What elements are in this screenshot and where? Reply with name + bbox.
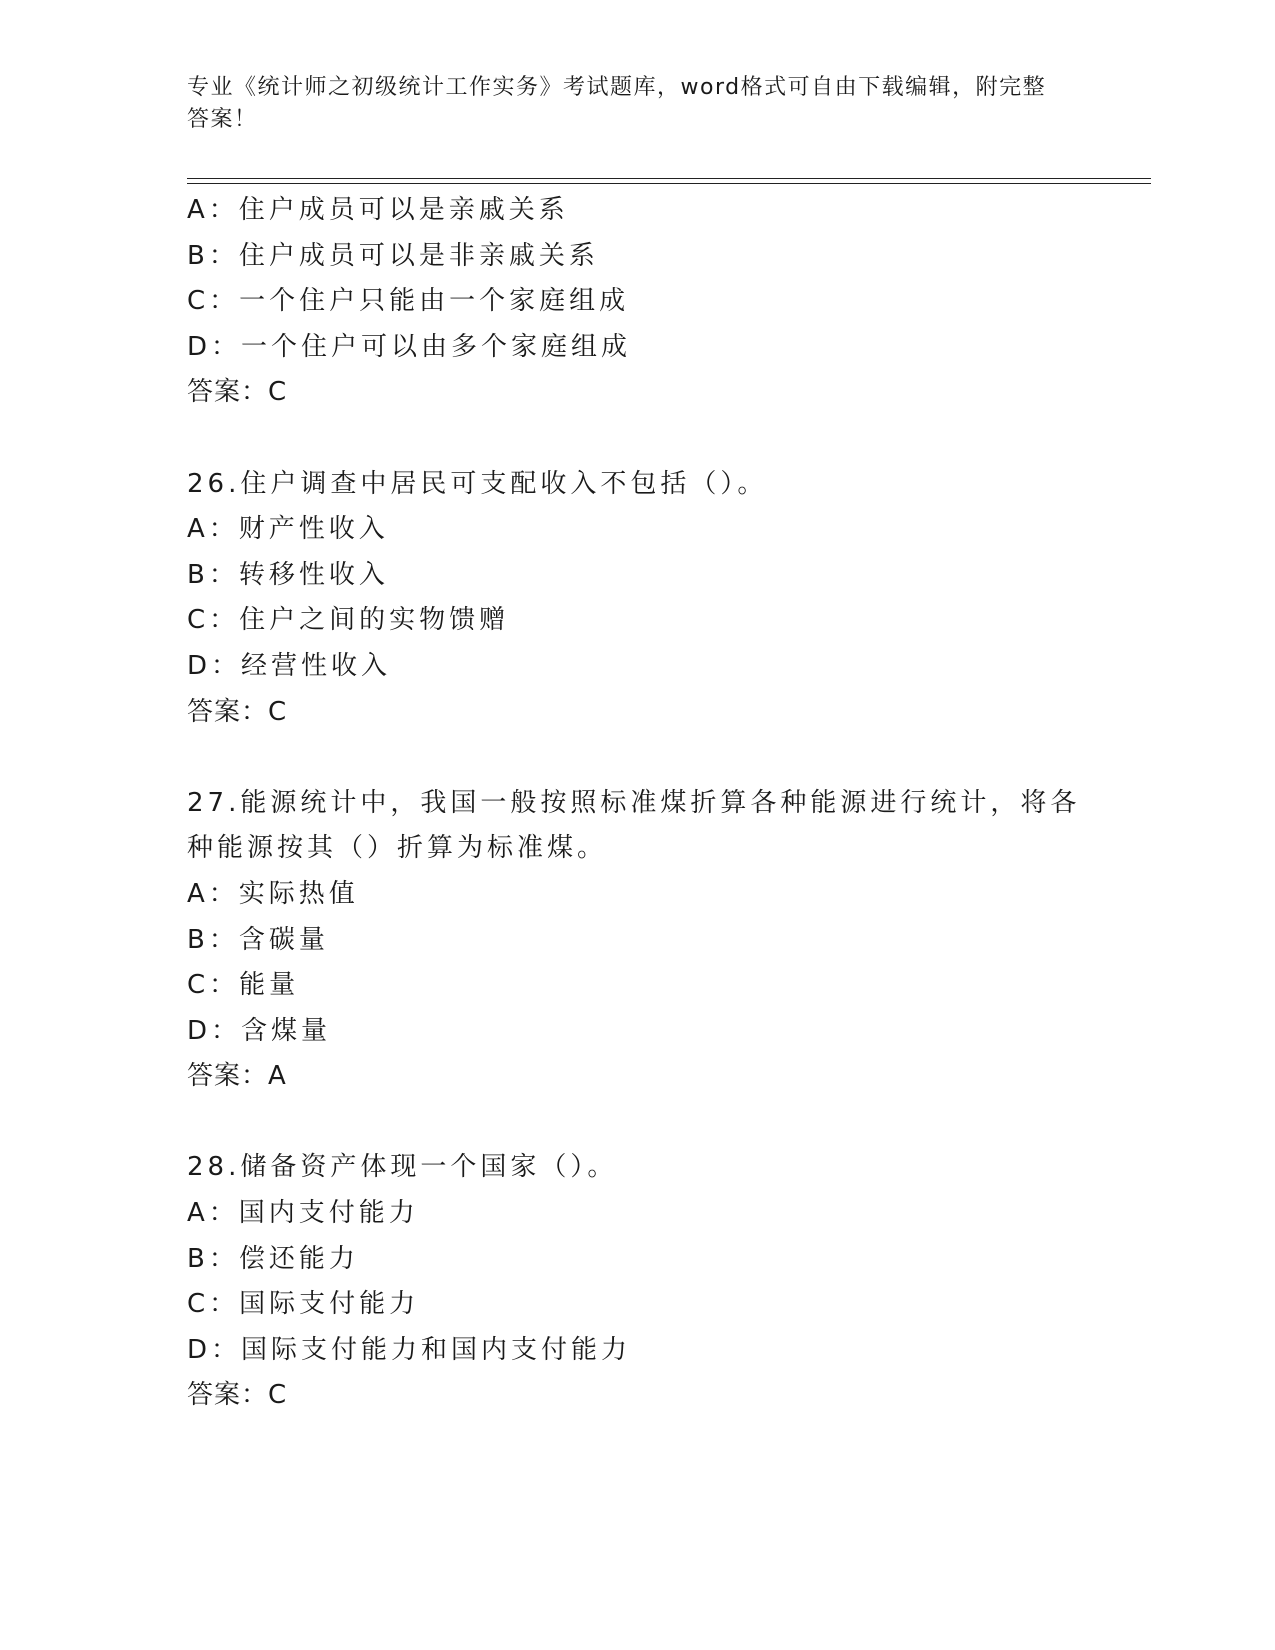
document-header: 专业《统计师之初级统计工作实务》考试题库，word格式可自由下载编辑，附完整答案！ [187, 75, 1047, 132]
header-divider-top [187, 178, 1151, 179]
option-b: B：含碳量 [187, 924, 329, 955]
option-a: A：财产性收入 [187, 514, 389, 545]
option-c: C：一个住户只能由一个家庭组成 [187, 286, 630, 317]
question-26 [187, 462, 1087, 736]
answer: 答案：C [187, 696, 288, 727]
option-d: D：国际支付能力和国内支付能力 [187, 1334, 632, 1365]
answer: 答案：A [187, 1061, 287, 1092]
question-28 [187, 1145, 1087, 1419]
option-d: D：一个住户可以由多个家庭组成 [187, 331, 632, 362]
question-spacer [187, 735, 1087, 781]
question-stem: 26.住户调查中居民可支配收入不包括（）。 [187, 468, 768, 499]
header-divider-bottom [187, 183, 1151, 184]
question-stem: 27.能源统计中，我国一般按照标准煤折算各种能源进行统计，将各种能源按其（）折算为标准煤。 [187, 787, 1081, 864]
option-a: A：国内支付能力 [187, 1198, 419, 1229]
question-list [187, 188, 1087, 1419]
option-c: C：能量 [187, 970, 300, 1001]
question-spacer [187, 416, 1087, 462]
option-c: C：住户之间的实物馈赠 [187, 605, 510, 636]
option-b: B：偿还能力 [187, 1243, 359, 1274]
option-a: A：实际热值 [187, 878, 359, 909]
answer: 答案：C [187, 1380, 288, 1411]
option-b: B：住户成员可以是非亲戚关系 [187, 240, 599, 271]
option-d: D：含煤量 [187, 1015, 332, 1046]
question-spacer [187, 1100, 1087, 1146]
question-27 [187, 781, 1087, 1100]
question-25-partial [187, 188, 1087, 416]
option-d: D：经营性收入 [187, 650, 392, 681]
answer: 答案：C [187, 377, 288, 408]
question-stem: 28.储备资产体现一个国家（）。 [187, 1152, 618, 1183]
option-c: C：国际支付能力 [187, 1289, 420, 1320]
option-a: A：住户成员可以是亲戚关系 [187, 195, 569, 225]
option-b: B：转移性收入 [187, 559, 389, 590]
